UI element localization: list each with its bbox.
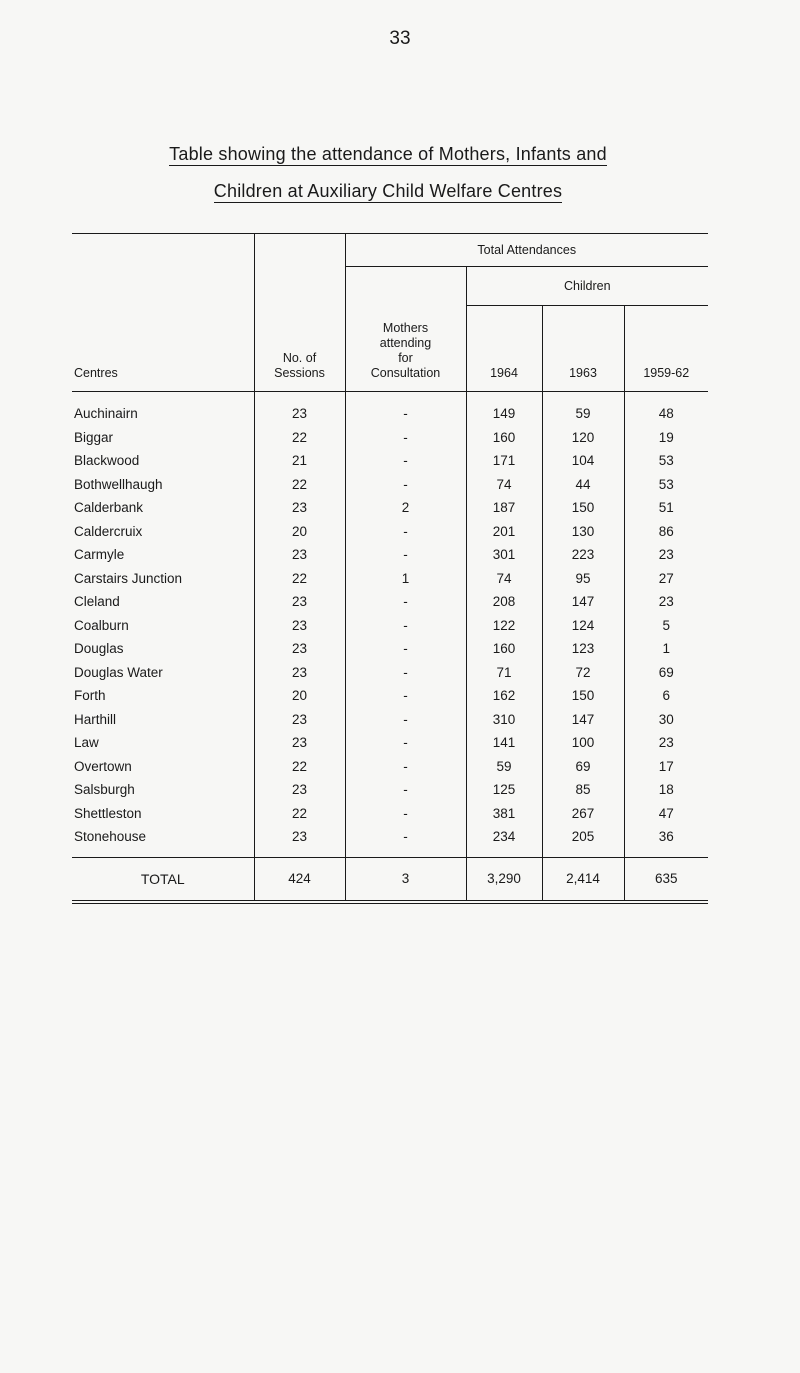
cell-mothers: - [345,637,466,661]
cell-1963: 120 [542,426,624,450]
cell-1964: 310 [466,708,542,732]
cell-1963: 104 [542,449,624,473]
cell-mothers: - [345,731,466,755]
cell-1959-62: 47 [624,802,708,826]
cell-1963: 150 [542,684,624,708]
cell-mothers: 2 [345,496,466,520]
cell-mothers: - [345,661,466,685]
header-mothers-line-3: for [398,351,413,365]
cell-centre: Overtown [74,758,132,774]
table-body [72,392,708,858]
cell-1959-62: 19 [624,426,708,450]
cell-mothers: - [345,590,466,614]
cell-1959-62: 48 [624,392,708,426]
cell-1964: 171 [466,449,542,473]
cell-sessions: 23 [254,661,345,685]
header-children: Children [466,267,708,306]
header-year-1963: 1963 [542,306,624,392]
cell-sessions: 22 [254,567,345,591]
cell-1963: 130 [542,520,624,544]
cell-1959-62: 1 [624,637,708,661]
cell-centre: Biggar [74,429,114,445]
cell-1963: 85 [542,778,624,802]
cell-sessions: 22 [254,755,345,779]
table-row [72,449,708,473]
cell-sessions: 23 [254,825,345,857]
cell-1964: 122 [466,614,542,638]
table-row [72,473,708,497]
cell-1959-62: 23 [624,543,708,567]
cell-1963: 147 [542,590,624,614]
table-row [72,825,708,857]
cell-sessions: 23 [254,543,345,567]
cell-mothers: - [345,520,466,544]
table-row [72,392,708,426]
cell-1964: 149 [466,392,542,426]
cell-1963: 95 [542,567,624,591]
cell-centre: Shettleston [74,805,142,821]
header-sessions-line-2: Sessions [274,366,325,380]
table-row [72,637,708,661]
total-1963: 2,414 [542,857,624,902]
header-mothers-line-1: Mothers [382,321,429,335]
cell-1964: 234 [466,825,542,857]
cell-sessions: 23 [254,637,345,661]
cell-mothers: - [345,825,466,857]
cell-1963: 69 [542,755,624,779]
cell-1964: 301 [466,543,542,567]
cell-1964: 74 [466,567,542,591]
cell-mothers: - [345,755,466,779]
cell-centre: Bothwellhaugh [74,476,163,492]
cell-1964: 208 [466,590,542,614]
cell-mothers: - [345,473,466,497]
cell-centre: Carmyle [74,547,125,563]
header-centres: Centres [72,234,254,392]
total-row [72,857,708,902]
cell-1963: 44 [542,473,624,497]
table-row [72,520,708,544]
cell-1963: 123 [542,637,624,661]
cell-1963: 147 [542,708,624,732]
cell-sessions: 23 [254,731,345,755]
cell-centre: Blackwood [74,453,140,469]
table-row [72,543,708,567]
cell-1963: 205 [542,825,624,857]
cell-sessions: 20 [254,684,345,708]
cell-centre: Douglas [74,641,124,657]
table-row [72,755,708,779]
cell-sessions: 22 [254,426,345,450]
header-mothers [345,267,466,392]
cell-mothers: - [345,684,466,708]
cell-1963: 267 [542,802,624,826]
cell-1959-62: 23 [624,731,708,755]
cell-sessions: 21 [254,449,345,473]
total-mothers: 3 [345,857,466,902]
cell-centre: Stonehouse [74,829,147,845]
table-row [72,731,708,755]
cell-1964: 160 [466,426,542,450]
table-row [72,567,708,591]
cell-centre: Carstairs Junction [74,570,183,586]
table-row [72,778,708,802]
cell-centre: Forth [74,688,106,704]
cell-1964: 201 [466,520,542,544]
cell-centre: Douglas Water [74,664,163,680]
total-1959-62: 635 [624,857,708,902]
cell-1964: 187 [466,496,542,520]
cell-centre: Caldercruix [74,523,143,539]
cell-mothers: - [345,778,466,802]
cell-1964: 125 [466,778,542,802]
cell-1959-62: 69 [624,661,708,685]
table-title-line-2 [0,181,776,202]
cell-1963: 72 [542,661,624,685]
cell-1959-62: 6 [624,684,708,708]
total-sessions: 424 [254,857,345,902]
cell-1963: 223 [542,543,624,567]
cell-mothers: - [345,392,466,426]
cell-1963: 59 [542,392,624,426]
cell-mothers: - [345,614,466,638]
total-label: TOTAL [72,857,254,902]
table-title-line-1 [0,144,776,165]
cell-1963: 150 [542,496,624,520]
cell-1963: 124 [542,614,624,638]
total-1964: 3,290 [466,857,542,902]
table-row [72,684,708,708]
attendance-table [72,233,708,904]
page-number: 33 [389,28,411,49]
cell-1964: 141 [466,731,542,755]
header-mothers-line-4: Consultation [370,366,441,380]
cell-mothers: - [345,708,466,732]
cell-mothers: - [345,543,466,567]
header-total-attendances: Total Attendances [345,234,708,267]
header-year-1964: 1964 [466,306,542,392]
cell-mothers: - [345,802,466,826]
cell-centre: Auchinairn [74,406,138,422]
cell-1964: 162 [466,684,542,708]
cell-1959-62: 86 [624,520,708,544]
cell-centre: Salsburgh [74,782,135,798]
table-title-text-1: Table showing the attendance of Mothers, Infants and [169,144,607,164]
cell-1959-62: 30 [624,708,708,732]
cell-1964: 160 [466,637,542,661]
table-row [72,802,708,826]
table-title-text-2: Children at Auxiliary Child Welfare Centres [213,181,563,201]
header-sessions [254,234,345,392]
cell-sessions: 23 [254,778,345,802]
cell-1959-62: 23 [624,590,708,614]
cell-1959-62: 53 [624,473,708,497]
header-year-1959-62: 1959-62 [624,306,708,392]
cell-sessions: 23 [254,708,345,732]
cell-mothers: - [345,449,466,473]
cell-centre: Cleland [74,594,120,610]
cell-centre: Coalburn [74,617,129,633]
cell-1959-62: 5 [624,614,708,638]
cell-1959-62: 27 [624,567,708,591]
cell-1959-62: 17 [624,755,708,779]
cell-centre: Calderbank [74,500,144,516]
cell-1959-62: 51 [624,496,708,520]
cell-sessions: 22 [254,802,345,826]
cell-1959-62: 36 [624,825,708,857]
cell-centre: Law [74,735,99,751]
cell-sessions: 20 [254,520,345,544]
cell-1963: 100 [542,731,624,755]
cell-1964: 74 [466,473,542,497]
table-row [72,661,708,685]
cell-sessions: 23 [254,496,345,520]
cell-1964: 59 [466,755,542,779]
table-row [72,590,708,614]
cell-centre: Harthill [74,711,117,727]
table-row [72,614,708,638]
table-row [72,426,708,450]
cell-sessions: 23 [254,392,345,426]
header-sessions-line-1: No. of [282,351,317,365]
table-row [72,496,708,520]
cell-1959-62: 18 [624,778,708,802]
cell-mothers: 1 [345,567,466,591]
cell-1964: 71 [466,661,542,685]
header-mothers-line-2: attending [379,336,432,350]
table-row [72,708,708,732]
cell-1959-62: 53 [624,449,708,473]
cell-sessions: 23 [254,614,345,638]
cell-1964: 381 [466,802,542,826]
cell-sessions: 22 [254,473,345,497]
cell-sessions: 23 [254,590,345,614]
cell-mothers: - [345,426,466,450]
